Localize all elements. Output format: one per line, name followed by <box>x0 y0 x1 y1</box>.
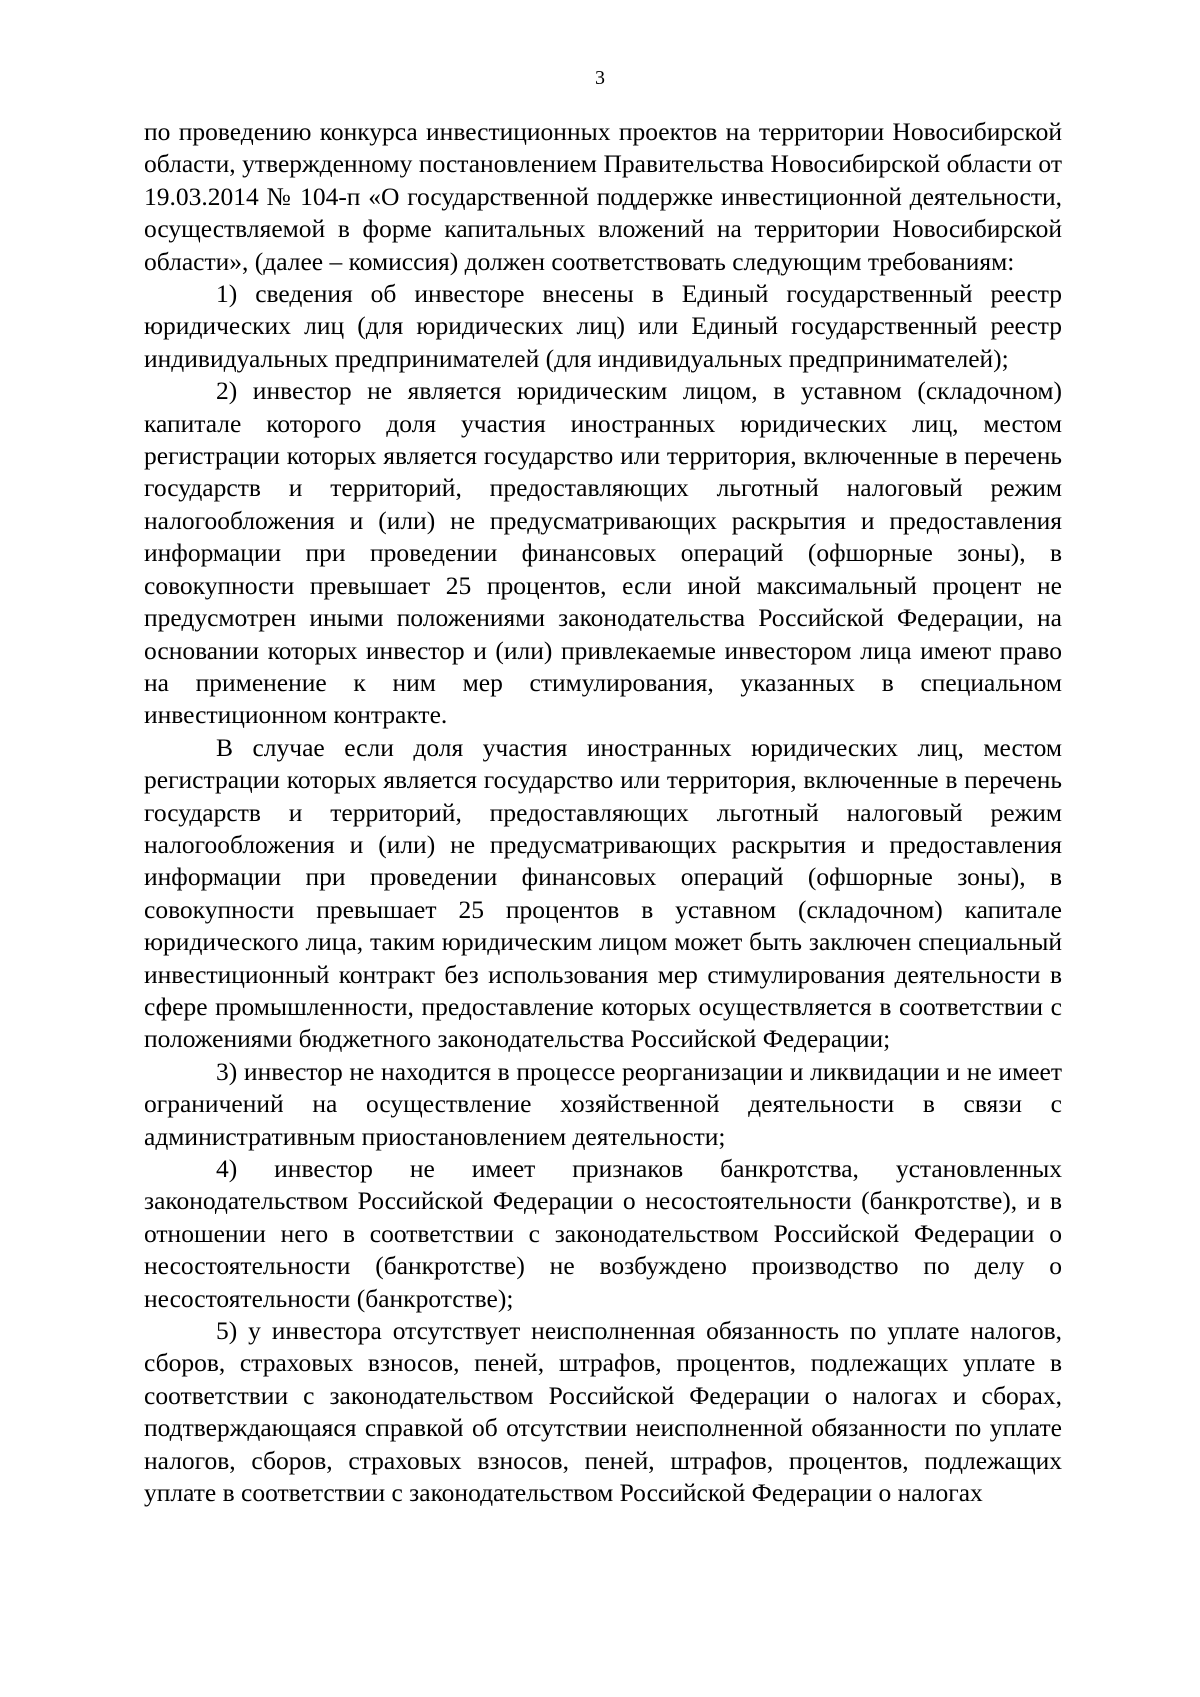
paragraph-item-3: 3) инвестор не находится в процессе реорганизации и ликвидации и не имеет ограничений на осуществление хозяйственной деятельности в связи с административным приостановлением деятельности; <box>144 1056 1062 1151</box>
paragraph-item-4: 4) инвестор не имеет признаков банкротства, установленных законодательством Российской Федерации о несостоятельности (банкротстве), и в отношении него в соответствии с законодательством Российской Федерации о несостоятельности (банкротстве) не возбуждено производство по делу о несостоятельности (банкротстве); <box>144 1154 1062 1313</box>
paragraph-item-5: 5) у инвестора отсутствует неисполненная обязанность по уплате налогов, сборов, страховых взносов, пеней, штрафов, процентов, подлежащих уплате в соответствии с законодательством Российской Федерации о налогах и сборах, подтверждающаяся справкой об отсутствии неисполненной обязанности по уплате налогов, сборов, страховых взносов, пеней, штрафов, процентов, подлежащих уплате в соответствии с законодательством Российской Федерации о налогах <box>144 1316 1062 1508</box>
paragraph-intro: по проведению конкурса инвестиционных проектов на территории Новосибирской области, утвержденному постановлением Правительства Новосибирской области от 19.03.2014 № 104-п «О государственной поддержке инвестиционной деятельности, осуществляемой в форме капитальных вложений на территории Новосибирской области», (далее – комиссия) должен соответствовать следующим требованиям: <box>144 117 1062 276</box>
paragraph-item-2: 2) инвестор не является юридическим лицом, в уставном (складочном) капитале которого доля участия иностранных юридических лиц, местом регистрации которых является государство или территория, включенные в перечень государств и территорий, предоставляющих льготный налоговый режим налогообложения и (или) не предусматривающих раскрытия и предоставления информации при проведении финансовых операций (офшорные зоны), в совокупности превышает 25 процентов, если иной максимальный процент не предусмотрен иными положениями законодательства Российской Федерации, на основании которых инвестор и (или) привлекаемые инвестором лица имеют право на применение к ним мер стимулирования, указанных в специальном инвестиционном контракте. <box>144 376 1062 730</box>
paragraph-item-1: 1) сведения об инвесторе внесены в Единый государственный реестр юридических лиц (для юридических лиц) или Единый государственный реестр индивидуальных предпринимателей (для индивидуальных предпринимателей); <box>144 279 1062 373</box>
paragraph-item-2-note: В случае если доля участия иностранных юридических лиц, местом регистрации которых является государство или территория, включенные в перечень государств и территорий, предоставляющих льготный налоговый режим налогообложения и (или) не предусматривающих раскрытия и предоставления информации при проведении финансовых операций (офшорные зоны), в совокупности превышает 25 процентов в уставном (складочном) капитале юридического лица, таким юридическим лицом может быть заключен специальный инвестиционный контракт без использования мер стимулирования деятельности в сфере промышленности, предоставление которых осуществляется в соответствии с положениями бюджетного законодательства Российской Федерации; <box>144 732 1062 1054</box>
document-body <box>144 116 1062 1509</box>
page-number: 3 <box>595 67 605 89</box>
